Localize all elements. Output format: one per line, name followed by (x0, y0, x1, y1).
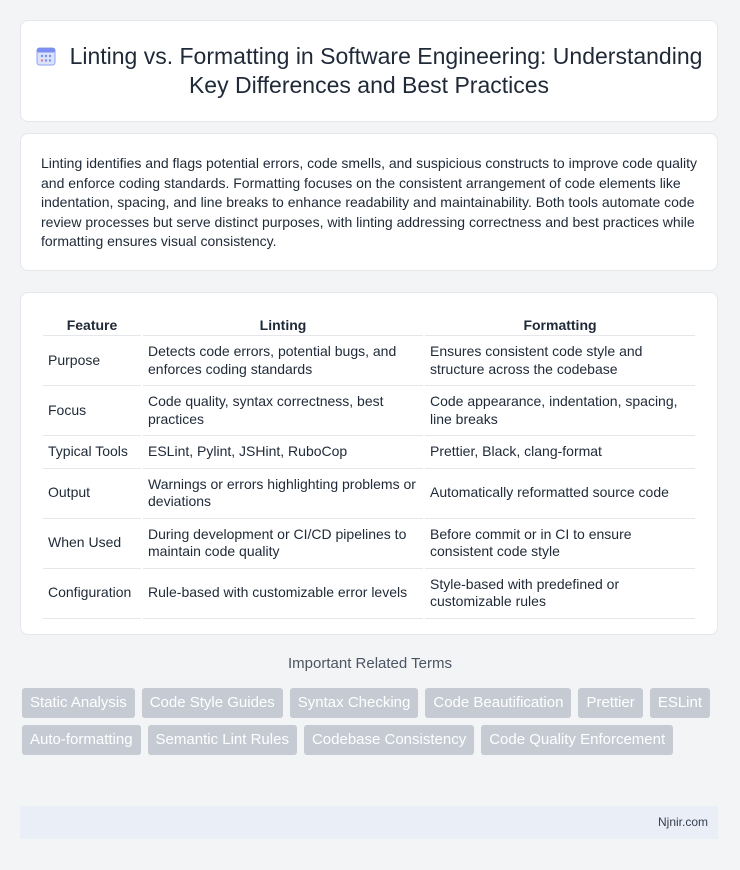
title-card (20, 20, 718, 122)
tag-eslint[interactable]: ESLint (650, 688, 710, 718)
row-linting: Rule-based with customizable error levels (143, 569, 423, 619)
intro-card (20, 133, 718, 271)
tag-auto-formatting[interactable]: Auto-formatting (22, 725, 141, 755)
row-feature: When Used (43, 519, 141, 569)
header-formatting: Formatting (425, 313, 695, 336)
row-formatting: Code appearance, indentation, spacing, line breaks (425, 386, 695, 436)
header-feature: Feature (43, 313, 141, 336)
tag-code-beautification[interactable]: Code Beautification (425, 688, 571, 718)
row-linting: Detects code errors, potential bugs, and enforces coding standards (143, 336, 423, 386)
table-row (43, 469, 695, 519)
footer (20, 806, 718, 839)
table-row (43, 336, 695, 386)
table-header-row (43, 313, 695, 336)
row-formatting: Ensures consistent code style and structure across the codebase (425, 336, 695, 386)
related-terms-tags (22, 688, 722, 755)
comparison-table-card (20, 292, 718, 635)
row-feature: Focus (43, 386, 141, 436)
tag-syntax-checking[interactable]: Syntax Checking (290, 688, 419, 718)
page-title-text: Linting vs. Formatting in Software Engineering: Understanding Key Differences and Best Practices (69, 43, 703, 98)
table-row (43, 436, 695, 469)
table-row (43, 386, 695, 436)
tag-prettier[interactable]: Prettier (578, 688, 642, 718)
row-formatting: Automatically reformatted source code (425, 469, 695, 519)
row-formatting: Prettier, Black, clang-format (425, 436, 695, 469)
header-linting: Linting (143, 313, 423, 336)
tag-static-analysis[interactable]: Static Analysis (22, 688, 135, 718)
calendar-icon (36, 46, 56, 66)
row-linting: Warnings or errors highlighting problems or deviations (143, 469, 423, 519)
intro-text: Linting identifies and flags potential errors, code smells, and suspicious constructs to improve code quality and enforce coding standards. Formatting focuses on the consistent arrangement of code elements like indentation, spacing, and line breaks to enhance readability and maintainability. Both tools automate code review processes but serve distinct purposes, with linting addressing correctness and best practices while formatting ensures visual consistency. (41, 155, 698, 249)
row-formatting: Style-based with predefined or customizable rules (425, 569, 695, 619)
footer-site: Njnir.com (657, 815, 708, 829)
table-row (43, 569, 695, 619)
row-feature: Purpose (43, 336, 141, 386)
related-terms-title: Important Related Terms (288, 655, 452, 672)
row-linting: ESLint, Pylint, JSHint, RuboCop (143, 436, 423, 469)
tag-codebase-consistency[interactable]: Codebase Consistency (304, 725, 474, 755)
row-linting: During development or CI/CD pipelines to maintain code quality (143, 519, 423, 569)
table-row (43, 519, 695, 569)
row-feature: Output (43, 469, 141, 519)
row-formatting: Before commit or in CI to ensure consistent code style (425, 519, 695, 569)
comparison-table (41, 313, 697, 619)
tag-semantic-lint-rules[interactable]: Semantic Lint Rules (148, 725, 297, 755)
row-feature: Configuration (43, 569, 141, 619)
tag-code-style-guides[interactable]: Code Style Guides (142, 688, 283, 718)
row-linting: Code quality, syntax correctness, best practices (143, 386, 423, 436)
tag-code-quality-enforcement[interactable]: Code Quality Enforcement (481, 725, 673, 755)
row-feature: Typical Tools (43, 436, 141, 469)
page-title (21, 42, 717, 100)
